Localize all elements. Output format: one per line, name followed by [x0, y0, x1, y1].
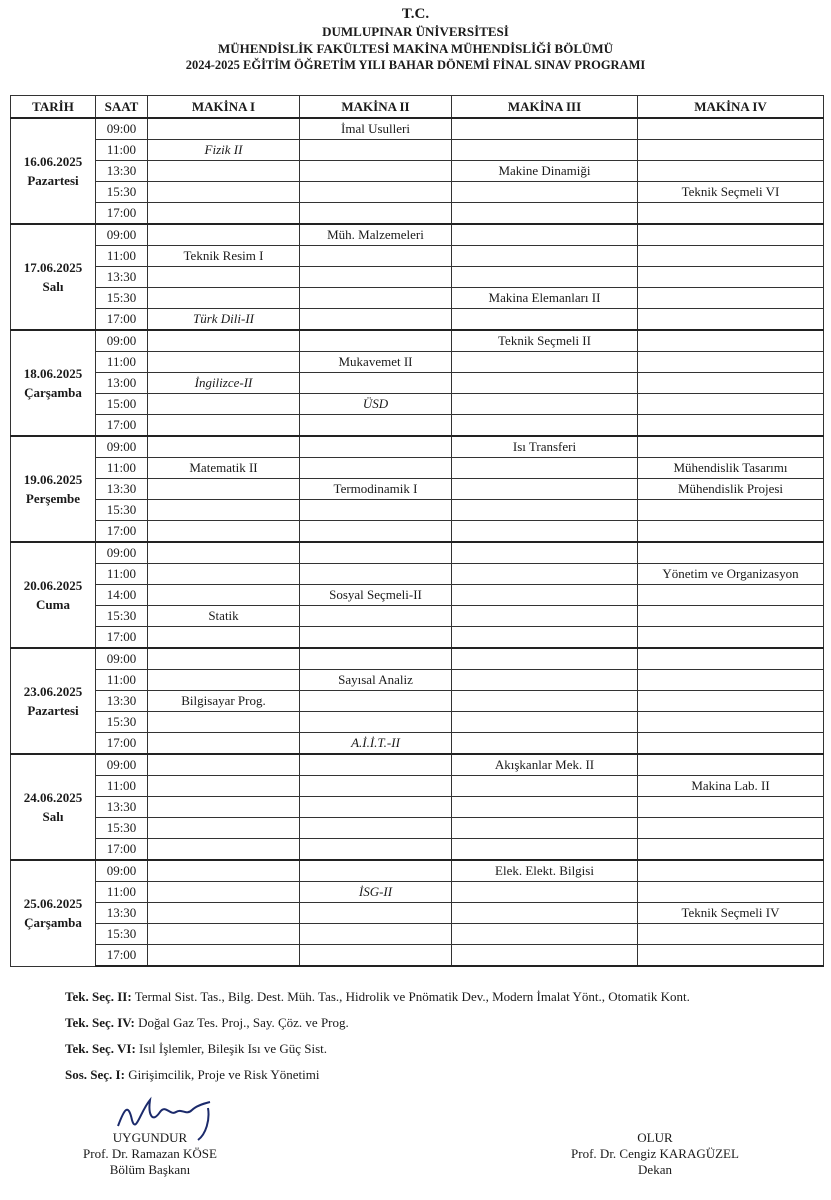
course-cell-makina-3	[452, 564, 638, 585]
exam-date: 25.06.2025	[23, 896, 83, 912]
date-cell	[11, 542, 96, 648]
date-cell	[11, 224, 96, 330]
course-cell-makina-2: ÜSD	[300, 394, 452, 415]
course-cell-makina-2	[300, 521, 452, 543]
course-cell-makina-2	[300, 754, 452, 776]
elective-notes	[65, 987, 690, 1091]
time-cell: 13:00	[96, 373, 148, 394]
course-cell-makina-4	[638, 161, 824, 182]
course-cell-makina-2: Sayısal Analiz	[300, 670, 452, 691]
table-row	[11, 754, 824, 776]
course-cell-makina-1	[148, 479, 300, 500]
course-cell-makina-3	[452, 479, 638, 500]
table-row	[11, 352, 824, 373]
course-cell-makina-3	[452, 945, 638, 967]
university-name: DUMLUPINAR ÜNİVERSİTESİ	[322, 24, 509, 39]
course-cell-makina-4	[638, 606, 824, 627]
course-cell-makina-1	[148, 839, 300, 861]
course-cell-makina-3	[452, 182, 638, 203]
time-cell: 09:00	[96, 118, 148, 140]
signature-block-dean	[550, 1130, 760, 1178]
table-row	[11, 945, 824, 967]
course-cell-makina-4	[638, 394, 824, 415]
course-cell-makina-4	[638, 733, 824, 755]
table-row	[11, 394, 824, 415]
course-cell-makina-1	[148, 648, 300, 670]
note-sos-sec-1	[65, 1065, 690, 1091]
date-cell	[11, 330, 96, 436]
table-row	[11, 670, 824, 691]
column-header-date: TARİH	[11, 96, 96, 119]
schedule-body	[11, 118, 824, 966]
course-cell-makina-3	[452, 203, 638, 225]
course-cell-makina-2	[300, 839, 452, 861]
time-cell: 09:00	[96, 436, 148, 458]
time-cell: 11:00	[96, 564, 148, 585]
course-cell-makina-4	[638, 521, 824, 543]
course-cell-makina-1	[148, 860, 300, 882]
course-cell-makina-1	[148, 818, 300, 839]
course-cell-makina-3: Elek. Elekt. Bilgisi	[452, 860, 638, 882]
course-cell-makina-2	[300, 712, 452, 733]
time-cell: 13:30	[96, 691, 148, 712]
exam-weekday: Çarşamba	[24, 385, 82, 400]
course-cell-makina-1	[148, 542, 300, 564]
time-cell: 09:00	[96, 224, 148, 246]
table-row	[11, 860, 824, 882]
course-cell-makina-4	[638, 945, 824, 967]
date-cell	[11, 860, 96, 966]
exam-weekday: Pazartesi	[27, 703, 79, 718]
course-cell-makina-4	[638, 330, 824, 352]
course-cell-makina-2	[300, 776, 452, 797]
course-cell-makina-2	[300, 903, 452, 924]
course-cell-makina-3	[452, 246, 638, 267]
time-cell: 15:30	[96, 712, 148, 733]
time-cell: 11:00	[96, 140, 148, 161]
course-cell-makina-3	[452, 839, 638, 861]
course-cell-makina-2	[300, 415, 452, 437]
course-cell-makina-2: İmal Usulleri	[300, 118, 452, 140]
course-cell-makina-2: A.İ.İ.T.-II	[300, 733, 452, 755]
course-cell-makina-3	[452, 733, 638, 755]
note-text: Girişimcilik, Proje ve Risk Yönetimi	[124, 1067, 320, 1082]
course-cell-makina-2	[300, 648, 452, 670]
exam-date: 19.06.2025	[23, 472, 83, 487]
note-text: Doğal Gaz Tes. Proj., Say. Çöz. ve Prog.	[134, 1015, 349, 1030]
exam-weekday: Çarşamba	[24, 915, 82, 931]
exam-date: 18.06.2025	[23, 366, 83, 381]
course-cell-makina-1	[148, 118, 300, 140]
table-row	[11, 924, 824, 945]
course-cell-makina-1	[148, 267, 300, 288]
table-row	[11, 500, 824, 521]
time-cell: 15:30	[96, 182, 148, 203]
course-cell-makina-1: Türk Dili-II	[148, 309, 300, 331]
course-cell-makina-2	[300, 818, 452, 839]
table-row	[11, 903, 824, 924]
course-cell-makina-3	[452, 670, 638, 691]
course-cell-makina-4	[638, 246, 824, 267]
time-cell: 15:30	[96, 606, 148, 627]
course-cell-makina-3	[452, 140, 638, 161]
course-cell-makina-3	[452, 712, 638, 733]
time-cell: 09:00	[96, 542, 148, 564]
course-cell-makina-3: Makina Elemanları II	[452, 288, 638, 309]
course-cell-makina-4	[638, 352, 824, 373]
time-cell: 15:30	[96, 924, 148, 945]
course-cell-makina-1	[148, 182, 300, 203]
table-row	[11, 415, 824, 437]
course-cell-makina-3	[452, 415, 638, 437]
course-cell-makina-1: Bilgisayar Prog.	[148, 691, 300, 712]
course-cell-makina-3	[452, 458, 638, 479]
column-header-makina-4: MAKİNA IV	[638, 96, 824, 119]
course-cell-makina-4	[638, 882, 824, 903]
course-cell-makina-4	[638, 373, 824, 394]
document-header	[0, 6, 831, 74]
course-cell-makina-2	[300, 309, 452, 331]
signatory-name: Prof. Dr. Ramazan KÖSE	[83, 1146, 217, 1161]
table-row	[11, 309, 824, 331]
course-cell-makina-1	[148, 564, 300, 585]
course-cell-makina-2	[300, 945, 452, 967]
course-cell-makina-1	[148, 521, 300, 543]
date-cell	[11, 648, 96, 754]
course-cell-makina-3	[452, 606, 638, 627]
course-cell-makina-1	[148, 224, 300, 246]
date-cell	[11, 118, 96, 224]
course-cell-makina-4	[638, 288, 824, 309]
time-cell: 17:00	[96, 945, 148, 967]
table-row	[11, 224, 824, 246]
course-cell-makina-2	[300, 161, 452, 182]
course-cell-makina-1	[148, 945, 300, 967]
course-cell-makina-1: Fizik II	[148, 140, 300, 161]
course-cell-makina-2	[300, 330, 452, 352]
course-cell-makina-1	[148, 585, 300, 606]
course-cell-makina-3	[452, 267, 638, 288]
course-cell-makina-2	[300, 606, 452, 627]
document-title: 2024-2025 EĞİTİM ÖĞRETİM YILI BAHAR DÖNEMİ FİNAL SINAV PROGRAMI	[185, 58, 646, 72]
course-cell-makina-1	[148, 436, 300, 458]
note-text: Termal Sist. Tas., Bilg. Dest. Müh. Tas., Hidrolik ve Pnömatik Dev., Modern İmalat Yönt., Otomatik Kont.	[131, 989, 690, 1004]
course-cell-makina-3	[452, 309, 638, 331]
note-label: Tek. Seç. II:	[65, 989, 132, 1004]
course-cell-makina-1	[148, 882, 300, 903]
table-row	[11, 776, 824, 797]
time-cell: 15:30	[96, 818, 148, 839]
time-cell: 15:30	[96, 288, 148, 309]
course-cell-makina-1	[148, 352, 300, 373]
course-cell-makina-1	[148, 394, 300, 415]
time-cell: 11:00	[96, 776, 148, 797]
exam-weekday: Salı	[42, 809, 64, 824]
table-row	[11, 161, 824, 182]
course-cell-makina-3: Makine Dinamiği	[452, 161, 638, 182]
course-cell-makina-2	[300, 542, 452, 564]
course-cell-makina-4: Teknik Seçmeli IV	[638, 903, 824, 924]
course-cell-makina-2	[300, 203, 452, 225]
course-cell-makina-1	[148, 754, 300, 776]
date-cell	[11, 436, 96, 542]
column-header-makina-3: MAKİNA III	[452, 96, 638, 119]
time-cell: 13:30	[96, 797, 148, 818]
time-cell: 17:00	[96, 839, 148, 861]
table-row	[11, 330, 824, 352]
course-cell-makina-2: Müh. Malzemeleri	[300, 224, 452, 246]
exam-weekday: Salı	[42, 279, 64, 294]
course-cell-makina-4	[638, 267, 824, 288]
table-row	[11, 818, 824, 839]
course-cell-makina-1	[148, 733, 300, 755]
course-cell-makina-4: Yönetim ve Organizasyon	[638, 564, 824, 585]
course-cell-makina-4	[638, 542, 824, 564]
course-cell-makina-1	[148, 776, 300, 797]
course-cell-makina-4	[638, 500, 824, 521]
course-cell-makina-2: Sosyal Seçmeli-II	[300, 585, 452, 606]
course-cell-makina-2	[300, 860, 452, 882]
course-cell-makina-4	[638, 203, 824, 225]
course-cell-makina-3	[452, 882, 638, 903]
course-cell-makina-3: Teknik Seçmeli II	[452, 330, 638, 352]
course-cell-makina-3	[452, 818, 638, 839]
course-cell-makina-3	[452, 118, 638, 140]
date-cell	[11, 754, 96, 860]
table-row	[11, 288, 824, 309]
course-cell-makina-2	[300, 924, 452, 945]
course-cell-makina-2	[300, 182, 452, 203]
course-cell-makina-1	[148, 330, 300, 352]
course-cell-makina-4	[638, 797, 824, 818]
column-header-time: SAAT	[96, 96, 148, 119]
time-cell: 13:30	[96, 903, 148, 924]
course-cell-makina-1	[148, 627, 300, 649]
course-cell-makina-2	[300, 797, 452, 818]
course-cell-makina-1: Matematik II	[148, 458, 300, 479]
signatory-name: Prof. Dr. Cengiz KARAGÜZEL	[571, 1146, 739, 1161]
table-row	[11, 267, 824, 288]
table-row	[11, 648, 824, 670]
signatory-role: Dekan	[638, 1162, 672, 1177]
exam-date: 20.06.2025	[23, 578, 83, 593]
course-cell-makina-4	[638, 436, 824, 458]
table-row	[11, 564, 824, 585]
course-cell-makina-3: Isı Transferi	[452, 436, 638, 458]
course-cell-makina-3	[452, 352, 638, 373]
header-line-1: T.C.	[401, 6, 430, 22]
course-cell-makina-4	[638, 818, 824, 839]
course-cell-makina-2	[300, 436, 452, 458]
course-cell-makina-4: Mühendislik Projesi	[638, 479, 824, 500]
note-tek-sec-2	[65, 987, 690, 1013]
course-cell-makina-3	[452, 542, 638, 564]
course-cell-makina-4	[638, 839, 824, 861]
table-row	[11, 691, 824, 712]
note-label: Tek. Seç. VI:	[65, 1041, 136, 1056]
table-header-row	[11, 96, 824, 119]
table-row	[11, 436, 824, 458]
exam-weekday: Pazartesi	[27, 173, 79, 188]
course-cell-makina-2	[300, 267, 452, 288]
course-cell-makina-4	[638, 585, 824, 606]
course-cell-makina-4	[638, 140, 824, 161]
course-cell-makina-2	[300, 564, 452, 585]
time-cell: 09:00	[96, 860, 148, 882]
course-cell-makina-3	[452, 691, 638, 712]
course-cell-makina-4	[638, 627, 824, 649]
table-row	[11, 627, 824, 649]
course-cell-makina-2: Termodinamik I	[300, 479, 452, 500]
time-cell: 11:00	[96, 458, 148, 479]
table-row	[11, 733, 824, 755]
time-cell: 13:30	[96, 161, 148, 182]
signature-approval-label: OLUR	[637, 1130, 673, 1145]
course-cell-makina-4	[638, 924, 824, 945]
table-row	[11, 140, 824, 161]
course-cell-makina-4	[638, 754, 824, 776]
note-tek-sec-6	[65, 1039, 690, 1065]
course-cell-makina-4: Teknik Seçmeli VI	[638, 182, 824, 203]
time-cell: 13:30	[96, 267, 148, 288]
course-cell-makina-4	[638, 860, 824, 882]
signature-approval-label: UYGUNDUR	[112, 1130, 188, 1145]
table-row	[11, 882, 824, 903]
course-cell-makina-1: Statik	[148, 606, 300, 627]
table-row	[11, 118, 824, 140]
course-cell-makina-1	[148, 203, 300, 225]
course-cell-makina-1	[148, 797, 300, 818]
course-cell-makina-4	[638, 415, 824, 437]
course-cell-makina-4	[638, 224, 824, 246]
course-cell-makina-4: Mühendislik Tasarımı	[638, 458, 824, 479]
column-header-makina-1: MAKİNA I	[148, 96, 300, 119]
course-cell-makina-4	[638, 648, 824, 670]
time-cell: 11:00	[96, 246, 148, 267]
time-cell: 15:00	[96, 394, 148, 415]
course-cell-makina-3: Akışkanlar Mek. II	[452, 754, 638, 776]
time-cell: 09:00	[96, 330, 148, 352]
course-cell-makina-2: Mukavemet II	[300, 352, 452, 373]
time-cell: 17:00	[96, 203, 148, 225]
exam-date: 17.06.2025	[23, 260, 83, 275]
exam-weekday: Perşembe	[25, 491, 81, 506]
table-row	[11, 479, 824, 500]
course-cell-makina-3	[452, 394, 638, 415]
note-tek-sec-4	[65, 1013, 690, 1039]
course-cell-makina-3	[452, 797, 638, 818]
course-cell-makina-1	[148, 924, 300, 945]
course-cell-makina-4	[638, 670, 824, 691]
note-text: Isıl İşlemler, Bileşik Isı ve Güç Sist.	[135, 1041, 328, 1056]
course-cell-makina-1	[148, 288, 300, 309]
table-row	[11, 521, 824, 543]
time-cell: 13:30	[96, 479, 148, 500]
exam-date: 23.06.2025	[23, 684, 83, 699]
course-cell-makina-3	[452, 373, 638, 394]
table-row	[11, 246, 824, 267]
time-cell: 17:00	[96, 733, 148, 755]
course-cell-makina-3	[452, 648, 638, 670]
course-cell-makina-2	[300, 140, 452, 161]
course-cell-makina-3	[452, 903, 638, 924]
course-cell-makina-1	[148, 903, 300, 924]
time-cell: 17:00	[96, 309, 148, 331]
table-row	[11, 458, 824, 479]
course-cell-makina-1	[148, 500, 300, 521]
course-cell-makina-1	[148, 161, 300, 182]
course-cell-makina-3	[452, 500, 638, 521]
table-row	[11, 373, 824, 394]
course-cell-makina-2	[300, 373, 452, 394]
time-cell: 09:00	[96, 754, 148, 776]
table-row	[11, 712, 824, 733]
course-cell-makina-2	[300, 500, 452, 521]
exam-weekday: Cuma	[36, 597, 70, 612]
table-row	[11, 797, 824, 818]
time-cell: 17:00	[96, 415, 148, 437]
course-cell-makina-2	[300, 288, 452, 309]
faculty-department: MÜHENDİSLİK FAKÜLTESİ MAKİNA MÜHENDİSLİĞİ BÖLÜMÜ	[217, 41, 614, 56]
signatory-role: Bölüm Başkanı	[109, 1162, 191, 1177]
course-cell-makina-4: Makina Lab. II	[638, 776, 824, 797]
course-cell-makina-1: Teknik Resim I	[148, 246, 300, 267]
exam-schedule-table	[10, 95, 824, 967]
exam-date: 24.06.2025	[23, 790, 83, 805]
column-header-makina-2: MAKİNA II	[300, 96, 452, 119]
course-cell-makina-4	[638, 118, 824, 140]
note-label: Sos. Seç. I:	[65, 1067, 125, 1082]
time-cell: 17:00	[96, 627, 148, 649]
course-cell-makina-1: İngilizce-II	[148, 373, 300, 394]
course-cell-makina-1	[148, 712, 300, 733]
exam-date: 16.06.2025	[23, 154, 83, 169]
course-cell-makina-3	[452, 776, 638, 797]
course-cell-makina-3	[452, 224, 638, 246]
table-row	[11, 839, 824, 861]
signature-block-department-head	[55, 1130, 245, 1178]
course-cell-makina-3	[452, 521, 638, 543]
time-cell: 17:00	[96, 521, 148, 543]
table-row	[11, 182, 824, 203]
course-cell-makina-1	[148, 415, 300, 437]
course-cell-makina-3	[452, 924, 638, 945]
note-label: Tek. Seç. IV:	[65, 1015, 135, 1030]
course-cell-makina-2	[300, 458, 452, 479]
course-cell-makina-2	[300, 246, 452, 267]
course-cell-makina-3	[452, 627, 638, 649]
table-row	[11, 542, 824, 564]
course-cell-makina-4	[638, 309, 824, 331]
time-cell: 11:00	[96, 352, 148, 373]
table-row	[11, 585, 824, 606]
course-cell-makina-2: İSG-II	[300, 882, 452, 903]
course-cell-makina-2	[300, 691, 452, 712]
time-cell: 14:00	[96, 585, 148, 606]
course-cell-makina-3	[452, 585, 638, 606]
table-row	[11, 203, 824, 225]
time-cell: 11:00	[96, 670, 148, 691]
course-cell-makina-4	[638, 712, 824, 733]
table-row	[11, 606, 824, 627]
time-cell: 15:30	[96, 500, 148, 521]
course-cell-makina-1	[148, 670, 300, 691]
course-cell-makina-4	[638, 691, 824, 712]
course-cell-makina-2	[300, 627, 452, 649]
time-cell: 09:00	[96, 648, 148, 670]
time-cell: 11:00	[96, 882, 148, 903]
